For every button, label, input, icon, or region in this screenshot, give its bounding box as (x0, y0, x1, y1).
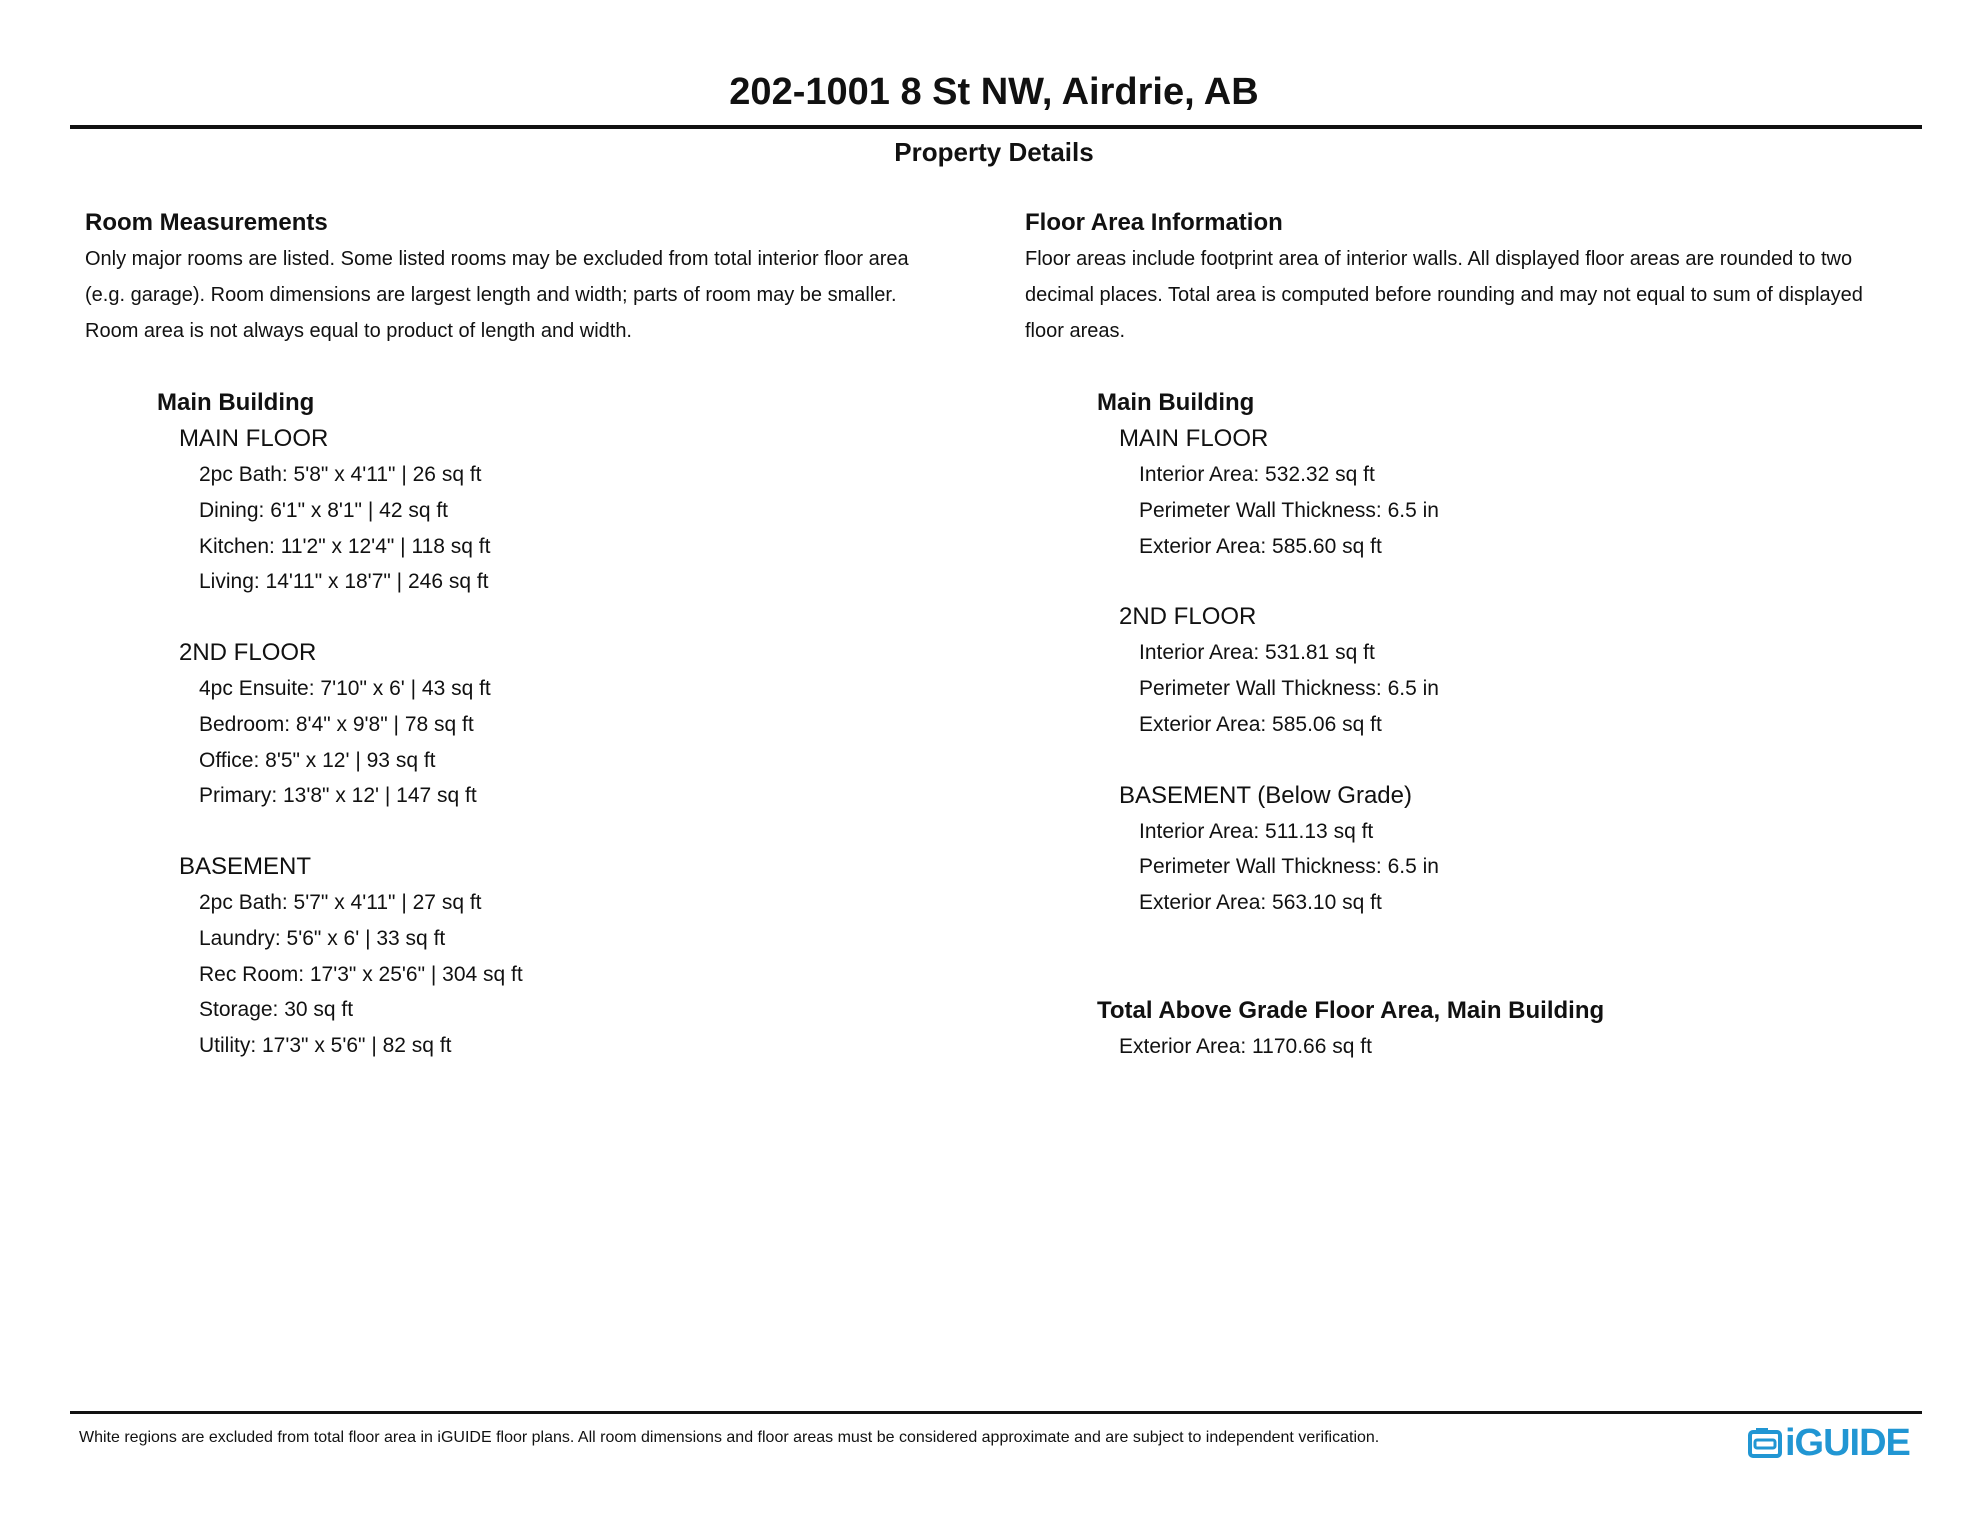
floor-heading-basement: BASEMENT (Below Grade) (1119, 781, 1412, 809)
area-entry: Perimeter Wall Thickness: 6.5 in (1139, 498, 1439, 522)
footer-divider (70, 1411, 1922, 1414)
floor-area-heading: Floor Area Information (1025, 209, 1283, 236)
area-entry: Perimeter Wall Thickness: 6.5 in (1139, 677, 1439, 700)
room-entry: Bedroom: 8'4" x 9'8" | 78 sq ft (199, 712, 474, 736)
room-entry: Primary: 13'8" x 12' | 147 sq ft (199, 784, 477, 808)
description-line: decimal places. Total area is computed before rounding and may not equal to sum of displayed (1025, 284, 1863, 306)
room-entry: Storage: 30 sq ft (199, 998, 354, 1022)
floor-area-section (1025, 205, 1945, 1065)
floor-heading-basement: BASEMENT (179, 853, 312, 880)
floor-heading-2nd: 2ND FLOOR (1119, 603, 1257, 631)
building-heading: Main Building (1097, 389, 1255, 416)
total-area-heading: Total Above Grade Floor Area, Main Building (1097, 996, 1605, 1024)
room-entry: 4pc Ensuite: 7'10" x 6' | 43 sq ft (199, 677, 491, 700)
room-entry: Dining: 6'1" x 8'1" | 42 sq ft (199, 498, 449, 522)
floor-heading-main: MAIN FLOOR (179, 425, 329, 452)
total-area-value: Exterior Area: 1170.66 sq ft (1119, 1034, 1372, 1058)
room-entry: Kitchen: 11'2" x 12'4" | 118 sq ft (199, 534, 491, 558)
room-entry: Living: 14'11" x 18'7" | 246 sq ft (199, 570, 489, 594)
camera-icon (1748, 1427, 1782, 1459)
area-entry: Exterior Area: 585.60 sq ft (1139, 534, 1382, 558)
description-line: Only major rooms are listed. Some listed rooms may be excluded from total interior floor area (85, 248, 909, 270)
area-entry: Interior Area: 532.32 sq ft (1139, 463, 1375, 486)
room-entry: 2pc Bath: 5'7" x 4'11" | 27 sq ft (199, 891, 482, 914)
floor-area-description (1025, 241, 1945, 349)
room-entry: Laundry: 5'6" x 6' | 33 sq ft (199, 926, 446, 950)
page-title: 202-1001 8 St NW, Airdrie, AB (729, 71, 1259, 113)
area-entry: Perimeter Wall Thickness: 6.5 in (1139, 855, 1439, 879)
area-entry: Interior Area: 531.81 sq ft (1139, 641, 1375, 665)
description-line: floor areas. (1025, 320, 1126, 342)
logo-text: iGUIDE (1785, 1422, 1910, 1464)
description-line: (e.g. garage). Room dimensions are largest length and width; parts of room may be smaller. (85, 284, 897, 306)
page-subtitle: Property Details (894, 137, 1094, 167)
room-entry: Office: 8'5" x 12' | 93 sq ft (199, 748, 436, 772)
floor-heading-2nd: 2ND FLOOR (179, 639, 317, 666)
area-entry: Interior Area: 511.13 sq ft (1139, 819, 1374, 843)
room-entry: Rec Room: 17'3" x 25'6" | 304 sq ft (199, 962, 523, 986)
area-entry: Exterior Area: 585.06 sq ft (1139, 712, 1382, 736)
room-measurements-heading: Room Measurements (85, 209, 328, 236)
description-line: Room area is not always equal to product of length and width. (85, 320, 632, 342)
floor-heading-main: MAIN FLOOR (1119, 425, 1269, 452)
room-measurements-section (85, 205, 985, 1064)
iguide-logo (1748, 1422, 1910, 1464)
building-heading: Main Building (157, 389, 315, 416)
room-entry: Utility: 17'3" x 5'6" | 82 sq ft (199, 1034, 452, 1057)
area-entry: Exterior Area: 563.10 sq ft (1139, 891, 1382, 914)
room-measurements-description (85, 241, 985, 349)
header-divider (70, 125, 1922, 129)
footer-disclaimer: White regions are excluded from total floor area in iGUIDE floor plans. All room dimensions and floor areas must be considered approximate and are subject to independent verification. (79, 1429, 1380, 1446)
description-line: Floor areas include footprint area of interior walls. All displayed floor areas are rounded to two (1025, 248, 1853, 270)
room-entry: 2pc Bath: 5'8" x 4'11" | 26 sq ft (199, 463, 482, 486)
